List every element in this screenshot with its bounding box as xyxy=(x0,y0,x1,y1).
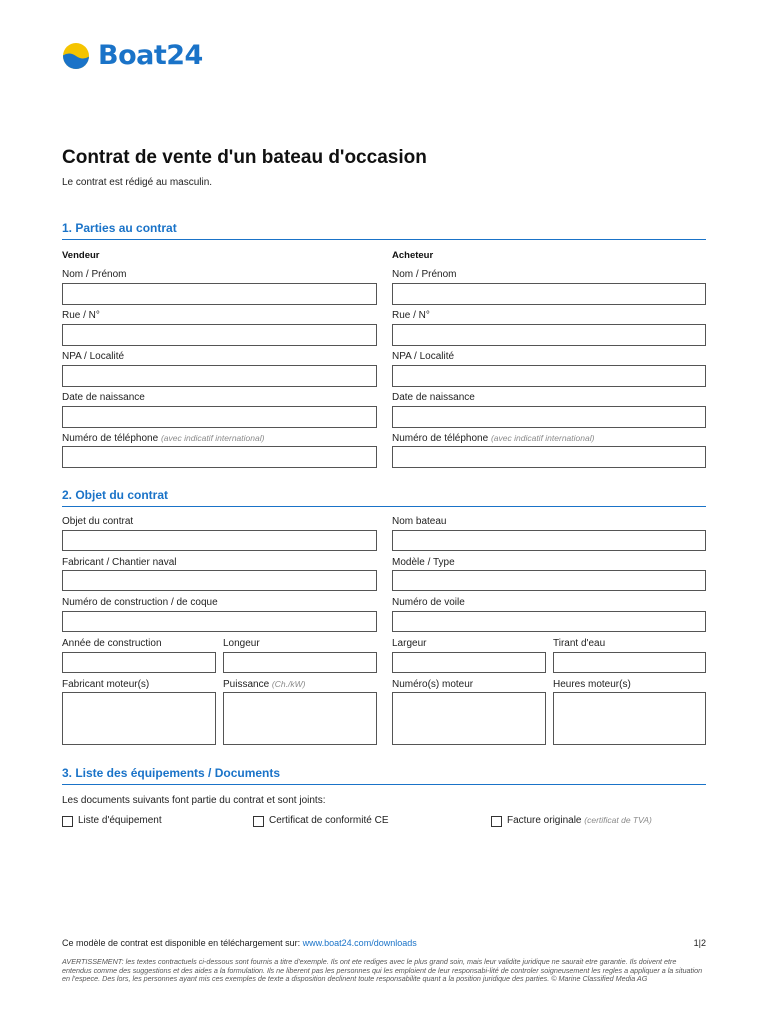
boat-name-label: Nom bateau xyxy=(392,516,447,527)
original-invoice-label: Facture originale (certificat de TVA) xyxy=(507,815,652,826)
page-title: Contrat de vente d'un bateau d'occasion xyxy=(62,147,427,168)
equipment-intro: Les documents suivants font partie du contrat et sont joints: xyxy=(62,795,326,806)
download-link[interactable]: www.boat24.com/downloads xyxy=(302,938,417,948)
engine-maker-label: Fabricant moteur(s) xyxy=(62,679,150,690)
seller-name-label: Nom / Prénom xyxy=(62,269,127,280)
legal-disclaimer: AVERTISSEMENT: les textes contractuels ci-dessous sont fournis a titre d'exemple. Ils ont ete rediges avec le plus grand soin, mais leur validite juridique ne saurait etre garantie. Ils doivent etre entendus comme des suggestions et des aides a la formulation. Ils ne liberent pas les personnes qui les emploient de leur responsabi-lité de controler soigneusement les regles a appliquer a la situation en l'espece. Des lors, les personnes ayant mis ces exemples de texte a disposition declinent toute responsabilite quant a la position juridique des parties. © Marine Classified Media AG xyxy=(62,957,703,984)
brand-name: Boat24 xyxy=(98,40,203,71)
buyer-name-field[interactable] xyxy=(392,283,706,305)
buyer-heading: Acheteur xyxy=(392,250,434,261)
equipment-list-label: Liste d'équipement xyxy=(78,815,162,826)
draft-label: Tirant d'eau xyxy=(553,638,606,649)
buyer-name-label: Nom / Prénom xyxy=(392,269,457,280)
seller-heading: Vendeur xyxy=(62,250,100,261)
sail-number-field[interactable] xyxy=(392,611,706,632)
seller-name-field[interactable] xyxy=(62,283,377,305)
power-hint: (Ch./kW) xyxy=(271,679,306,689)
seller-street-field[interactable] xyxy=(62,324,377,346)
model-label: Modèle / Type xyxy=(392,557,455,568)
build-year-field[interactable] xyxy=(62,652,216,673)
buyer-phone-hint: (avec indicatif international) xyxy=(490,433,595,443)
manufacturer-field[interactable] xyxy=(62,570,377,591)
model-field[interactable] xyxy=(392,570,706,591)
buyer-phone-field[interactable] xyxy=(392,446,706,468)
object-label: Objet du contrat xyxy=(62,516,134,527)
engine-hours-label: Heures moteur(s) xyxy=(553,679,631,690)
ce-certificate-checkbox[interactable] xyxy=(253,816,264,827)
download-text: Ce modèle de contrat est disponible en téléchargement sur: xyxy=(62,938,301,948)
sail-number-label: Numéro de voile xyxy=(392,597,465,608)
manufacturer-label: Fabricant / Chantier naval xyxy=(62,557,177,568)
page-subtitle: Le contrat est rédigé au masculin. xyxy=(62,177,213,188)
build-number-label: Numéro de construction / de coque xyxy=(62,597,218,608)
engine-number-field[interactable] xyxy=(392,692,546,745)
seller-birth-label: Date de naissance xyxy=(62,392,145,403)
buyer-street-field[interactable] xyxy=(392,324,706,346)
section-heading-object: 2. Objet du contrat xyxy=(62,488,706,507)
length-field[interactable] xyxy=(223,652,377,673)
section-heading-parties: 1. Parties au contrat xyxy=(62,221,706,240)
original-invoice-checkbox[interactable] xyxy=(491,816,502,827)
width-label: Largeur xyxy=(392,638,427,649)
power-label: Puissance (Ch./kW) xyxy=(223,679,306,690)
length-label: Longeur xyxy=(223,638,260,649)
page-number: 1|2 xyxy=(693,938,706,948)
seller-city-field[interactable] xyxy=(62,365,377,387)
build-number-field[interactable] xyxy=(62,611,377,632)
seller-birth-field[interactable] xyxy=(62,406,377,428)
download-notice xyxy=(62,938,706,948)
engine-hours-field[interactable] xyxy=(553,692,706,745)
seller-phone-hint: (avec indicatif international) xyxy=(160,433,265,443)
buyer-birth-field[interactable] xyxy=(392,406,706,428)
buyer-phone-label: Numéro de téléphone (avec indicatif international) xyxy=(392,433,595,444)
buyer-street-label: Rue / N° xyxy=(392,310,430,321)
object-field[interactable] xyxy=(62,530,377,551)
width-field[interactable] xyxy=(392,652,546,673)
seller-phone-label: Numéro de téléphone (avec indicatif international) xyxy=(62,433,265,444)
build-year-label: Année de construction xyxy=(62,638,162,649)
engine-number-label: Numéro(s) moteur xyxy=(392,679,474,690)
buyer-city-field[interactable] xyxy=(392,365,706,387)
draft-field[interactable] xyxy=(553,652,706,673)
buyer-city-label: NPA / Localité xyxy=(392,351,455,362)
equipment-list-checkbox[interactable] xyxy=(62,816,73,827)
ce-certificate-label: Certificat de conformité CE xyxy=(269,815,389,826)
seller-city-label: NPA / Localité xyxy=(62,351,125,362)
seller-phone-field[interactable] xyxy=(62,446,377,468)
boat-name-field[interactable] xyxy=(392,530,706,551)
engine-maker-field[interactable] xyxy=(62,692,216,745)
original-invoice-hint: (certificat de TVA) xyxy=(584,815,652,825)
seller-street-label: Rue / N° xyxy=(62,310,100,321)
buyer-birth-label: Date de naissance xyxy=(392,392,475,403)
boat24-logo-icon xyxy=(62,42,90,70)
brand-logo xyxy=(62,40,203,72)
section-heading-equipment: 3. Liste des équipements / Documents xyxy=(62,766,706,785)
power-field[interactable] xyxy=(223,692,377,745)
